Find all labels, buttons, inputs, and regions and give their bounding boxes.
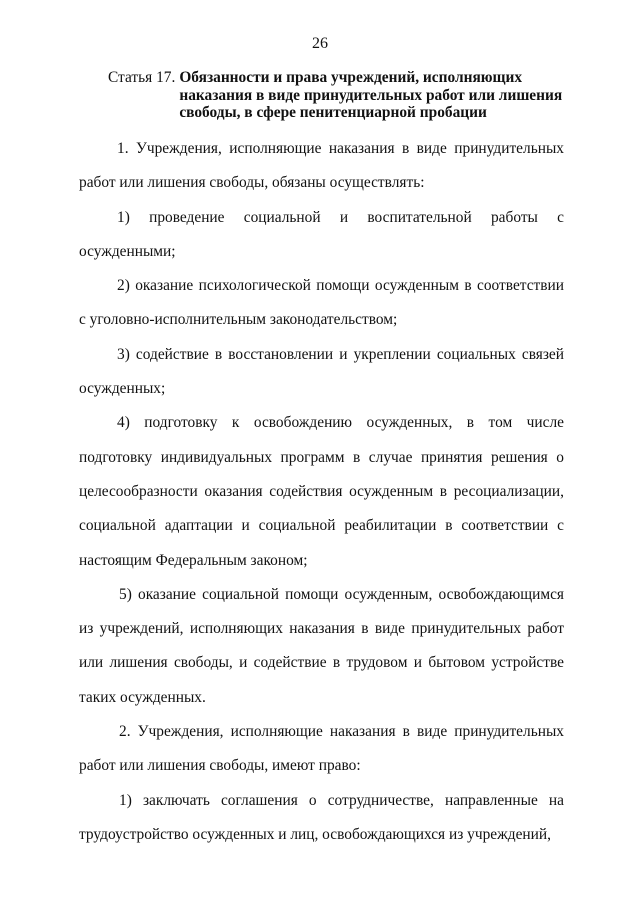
paragraph-obligation-3: 3) содействие в восстановлении и укреплении социальных связей осужденных; [79, 345, 564, 398]
article-label: Статья 17. [108, 69, 176, 86]
article-heading [108, 69, 578, 122]
paragraph-rights-intro: 2. Учреждения, исполняющие наказания в виде принудительных работ или лишения свободы, имеют право: [79, 723, 564, 775]
article-title-line: наказания в виде принудительных работ или лишения [179, 86, 563, 104]
paragraph-obligation-1: 1) проведение социальной и воспитательной работы с осужденными; [79, 208, 564, 260]
paragraph-obligation-5: 5) оказание социальной помощи осужденным, освобождающимся из учреждений, исполняющих наказания в виде принудительных работ или лишения свободы, и содействие в трудовом и бытовом устройстве таких осужденных. [79, 585, 564, 706]
article-title-line: свободы, в сфере пенитенциарной пробации [179, 104, 487, 121]
paragraph-obligation-2: 2) оказание психологической помощи осужденным в соответствии с уголовно-исполнительным законодательством; [79, 277, 564, 329]
article-title [179, 69, 562, 122]
paragraph-right-1: 1) заключать соглашения о сотрудничестве, направленные на трудоустройство осужденных и лиц, освобождающихся из учреждений, [79, 791, 564, 843]
paragraph-obligations-intro: 1. Учреждения, исполняющие наказания в виде принудительных работ или лишения свободы, обязаны осуществлять: [79, 140, 564, 192]
page-number: 26 [312, 35, 328, 52]
article-title-line: Обязанности и права учреждений, исполняющих [179, 69, 523, 86]
article-body [79, 132, 564, 852]
paragraph-obligation-4: 4) подготовку к освобождению осужденных, в том числе подготовку индивидуальных программ в случае принятия решения о целесообразности оказания содействия осужденным в ресоциализации, социальной адаптации и социальной реабилитации в соответствии с настоящим Федеральным законом; [79, 414, 564, 569]
